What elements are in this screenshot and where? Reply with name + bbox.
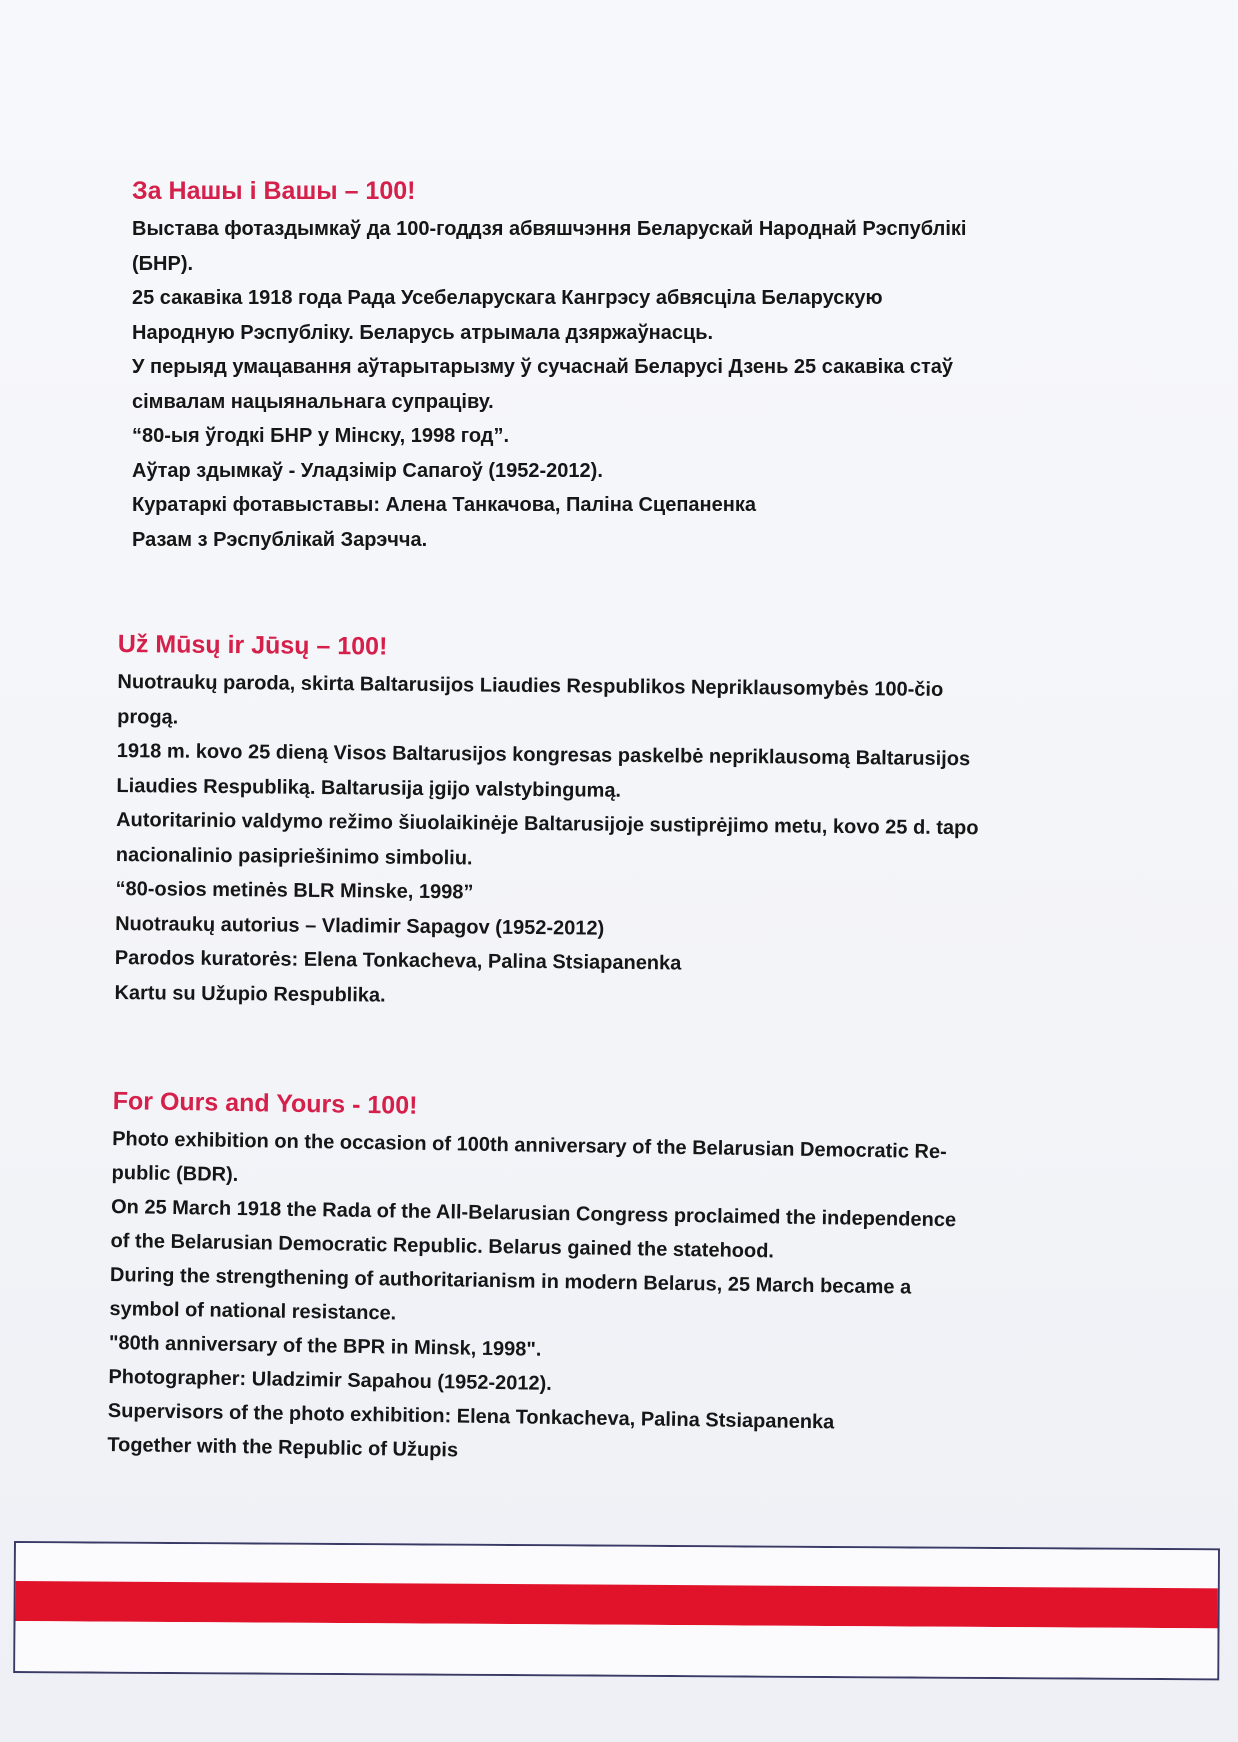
text-line: Nuotraukų paroda, skirta Baltarusijos Liaudies Respublikos Nepriklausomybės 100-čio — [117, 670, 944, 701]
text-line: Photo exhibition on the occasion of 100th anniversary of the Belarusian Democratic Re- — [111, 1127, 947, 1164]
text-line: Аўтар здымкаў - Уладзімір Сапагоў (1952-2012). — [132, 459, 603, 482]
text-line: public (BDR). — [111, 1161, 239, 1186]
text-line: nacionalinio pasipriešinimo simboliu. — [115, 843, 473, 869]
white-red-white-flag-banner — [13, 1541, 1220, 1680]
text-line: "80th anniversary of the BPR in Minsk, 1998". — [108, 1331, 542, 1361]
text-line: (БНР). — [132, 252, 194, 275]
section-belarusian — [132, 176, 1212, 557]
text-line: Куратаркі фотавыставы: Алена Танкачова, Паліна Сцепаненка — [132, 494, 756, 516]
text-line: Photographer: Uladzimir Sapahou (1952-2012). — [108, 1365, 552, 1395]
text-line: У перыяд умацавання аўтарытарызму ў сучаснай Беларусі Дзень 25 сакавіка стаў — [132, 356, 954, 378]
section-title-belarusian: За Нашы і Вашы – 100! — [132, 177, 416, 205]
section-title-english: For Ours and Yours - 100! — [112, 1086, 418, 1120]
text-line: of the Belarusian Democratic Republic. Belarus gained the statehood. — [110, 1229, 775, 1263]
text-line: “80-osios metinės BLR Minske, 1998” — [115, 877, 474, 904]
text-line: 1918 m. kovo 25 dieną Visos Baltarusijos kongresas paskelbė nepriklausomą Baltarusijos — [116, 739, 971, 771]
text-line: Народную Рэспубліку. Беларусь атрымала дзяржаўнасць. — [132, 321, 714, 344]
section-lithuanian — [114, 629, 1198, 1020]
text-line: Autoritarinio valdymo režimo šiuolaikinėje Baltarusijoje sustiprėjimo metu, kovo 25 d. tapo — [116, 808, 979, 840]
text-line: 25 сакавіка 1918 года Рада Усебеларускага Кангрэсу абвясціла Беларускую — [132, 287, 883, 309]
text-line: Liaudies Respubliką. Baltarusija įgijo valstybingumą. — [116, 774, 622, 802]
text-line: “80-ыя ўгодкі БНР у Мінску, 1998 год”. — [132, 425, 510, 447]
flag-white-stripe-bottom — [15, 1621, 1217, 1678]
text-line: Разам з Рэспублікай Зарэчча. — [132, 528, 428, 551]
text-line: Выстава фотаздымкаў да 100-годдзя абвяшчэння Беларускай Народнай Рэспублікі — [132, 218, 967, 240]
text-line: Supervisors of the photo exhibition: Elena Tonkacheva, Palina Stsiapanenka — [107, 1399, 835, 1434]
text-line: progą. — [117, 705, 179, 729]
text-line: On 25 March 1918 the Rada of the All-Belarusian Congress proclaimed the independence — [110, 1195, 957, 1232]
section-english — [107, 1086, 1193, 1479]
text-line: Kartu su Užupio Respublika. — [114, 981, 386, 1007]
text-line: During the strengthening of authoritarianism in modern Belarus, 25 March became a — [109, 1263, 912, 1299]
section-title-lithuanian: Už Mūsų ir Jūsų – 100! — [117, 629, 388, 661]
text-line: symbol of national resistance. — [109, 1297, 397, 1325]
text-line: Nuotraukų autorius – Vladimir Sapagov (1952-2012) — [115, 912, 605, 940]
text-line: Together with the Republic of Užupis — [107, 1433, 459, 1462]
text-line: сімвалам нацыянальнага супраціву. — [132, 390, 494, 413]
text-line: Parodos kuratorės: Elena Tonkacheva, Palina Stsiapanenka — [114, 946, 682, 975]
